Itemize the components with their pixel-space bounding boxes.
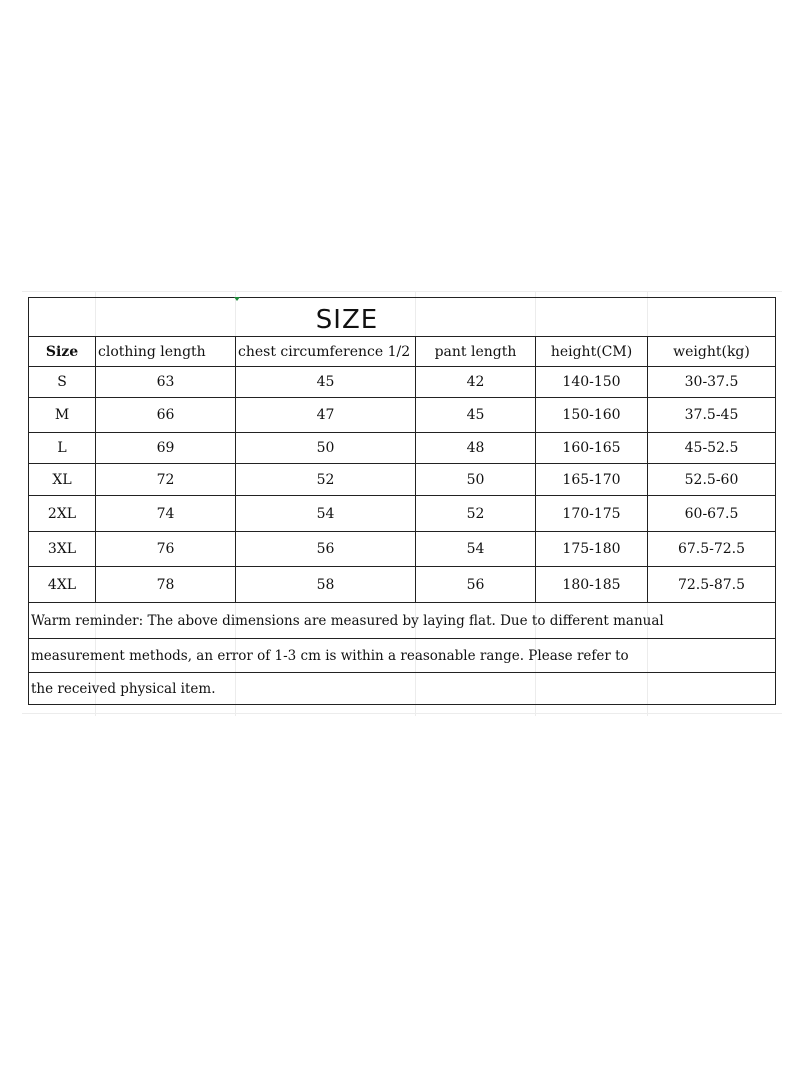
table-cell: 4XL (47, 576, 77, 593)
header-chest-circumference: chest circumference 1/2 (238, 343, 411, 360)
table-cell: 56 (316, 541, 335, 557)
table-cell: 48 (466, 440, 485, 456)
table-cell: 66 (156, 407, 175, 423)
table-cell: 170-175 (562, 505, 621, 522)
table-cell: 74 (156, 505, 175, 522)
table-cell: 2XL (47, 505, 77, 522)
header-clothing-length: clothing length (98, 343, 206, 360)
table-cell: 69 (156, 440, 175, 456)
table-cell: 50 (316, 440, 335, 456)
header-height: height(CM) (550, 343, 633, 360)
table-cell: 72 (156, 471, 175, 488)
reminder-note-line: measurement methods, an error of 1-3 cm is within a reasonable range. Please refer to (31, 647, 629, 664)
table-cell: 175-180 (562, 541, 621, 557)
table-cell: 67.5-72.5 (677, 541, 746, 557)
table-cell: 30-37.5 (684, 374, 739, 390)
cell-marker (234, 297, 240, 301)
table-cell: 180-185 (562, 576, 621, 593)
table-cell: 72.5-87.5 (677, 576, 746, 593)
table-cell: 50 (466, 471, 485, 488)
header-pant-length: pant length (434, 343, 517, 360)
table-cell: 56 (466, 576, 485, 593)
header-weight: weight(kg) (673, 343, 750, 360)
table-title: SIZE (315, 305, 379, 335)
table-cell: 45-52.5 (684, 440, 739, 456)
table-cell: 150-160 (562, 407, 621, 423)
table-cell: 52 (466, 505, 485, 522)
table-cell: 58 (316, 576, 335, 593)
reminder-note-line: Warm reminder: The above dimensions are measured by laying flat. Due to different manual (31, 612, 664, 629)
table-cell: L (57, 440, 67, 456)
table-cell: 52 (316, 471, 335, 488)
table-cell: 54 (316, 505, 335, 522)
reminder-note-line: the received physical item. (31, 681, 216, 697)
gridline (22, 713, 782, 714)
table-cell: 52.5-60 (684, 471, 739, 488)
table-cell: 37.5-45 (684, 407, 739, 423)
table-cell: 78 (156, 576, 175, 593)
header-size: Size (45, 343, 79, 360)
table-cell: 63 (156, 374, 175, 390)
table-cell: 160-165 (562, 440, 621, 456)
table-cell: 45 (316, 374, 335, 390)
size-table (28, 297, 776, 705)
table-cell: 42 (466, 374, 485, 390)
table-cell: 140-150 (562, 374, 621, 390)
table-cell: M (54, 407, 70, 423)
table-cell: 60-67.5 (684, 505, 739, 522)
table-cell: S (57, 374, 67, 390)
table-cell: XL (52, 471, 72, 488)
table-cell: 165-170 (562, 471, 621, 488)
table-cell: 45 (466, 407, 485, 423)
table-cell: 47 (316, 407, 335, 423)
gridline (22, 291, 782, 292)
table-cell: 54 (466, 541, 485, 557)
table-cell: 76 (156, 541, 175, 557)
table-cell: 3XL (47, 541, 77, 557)
